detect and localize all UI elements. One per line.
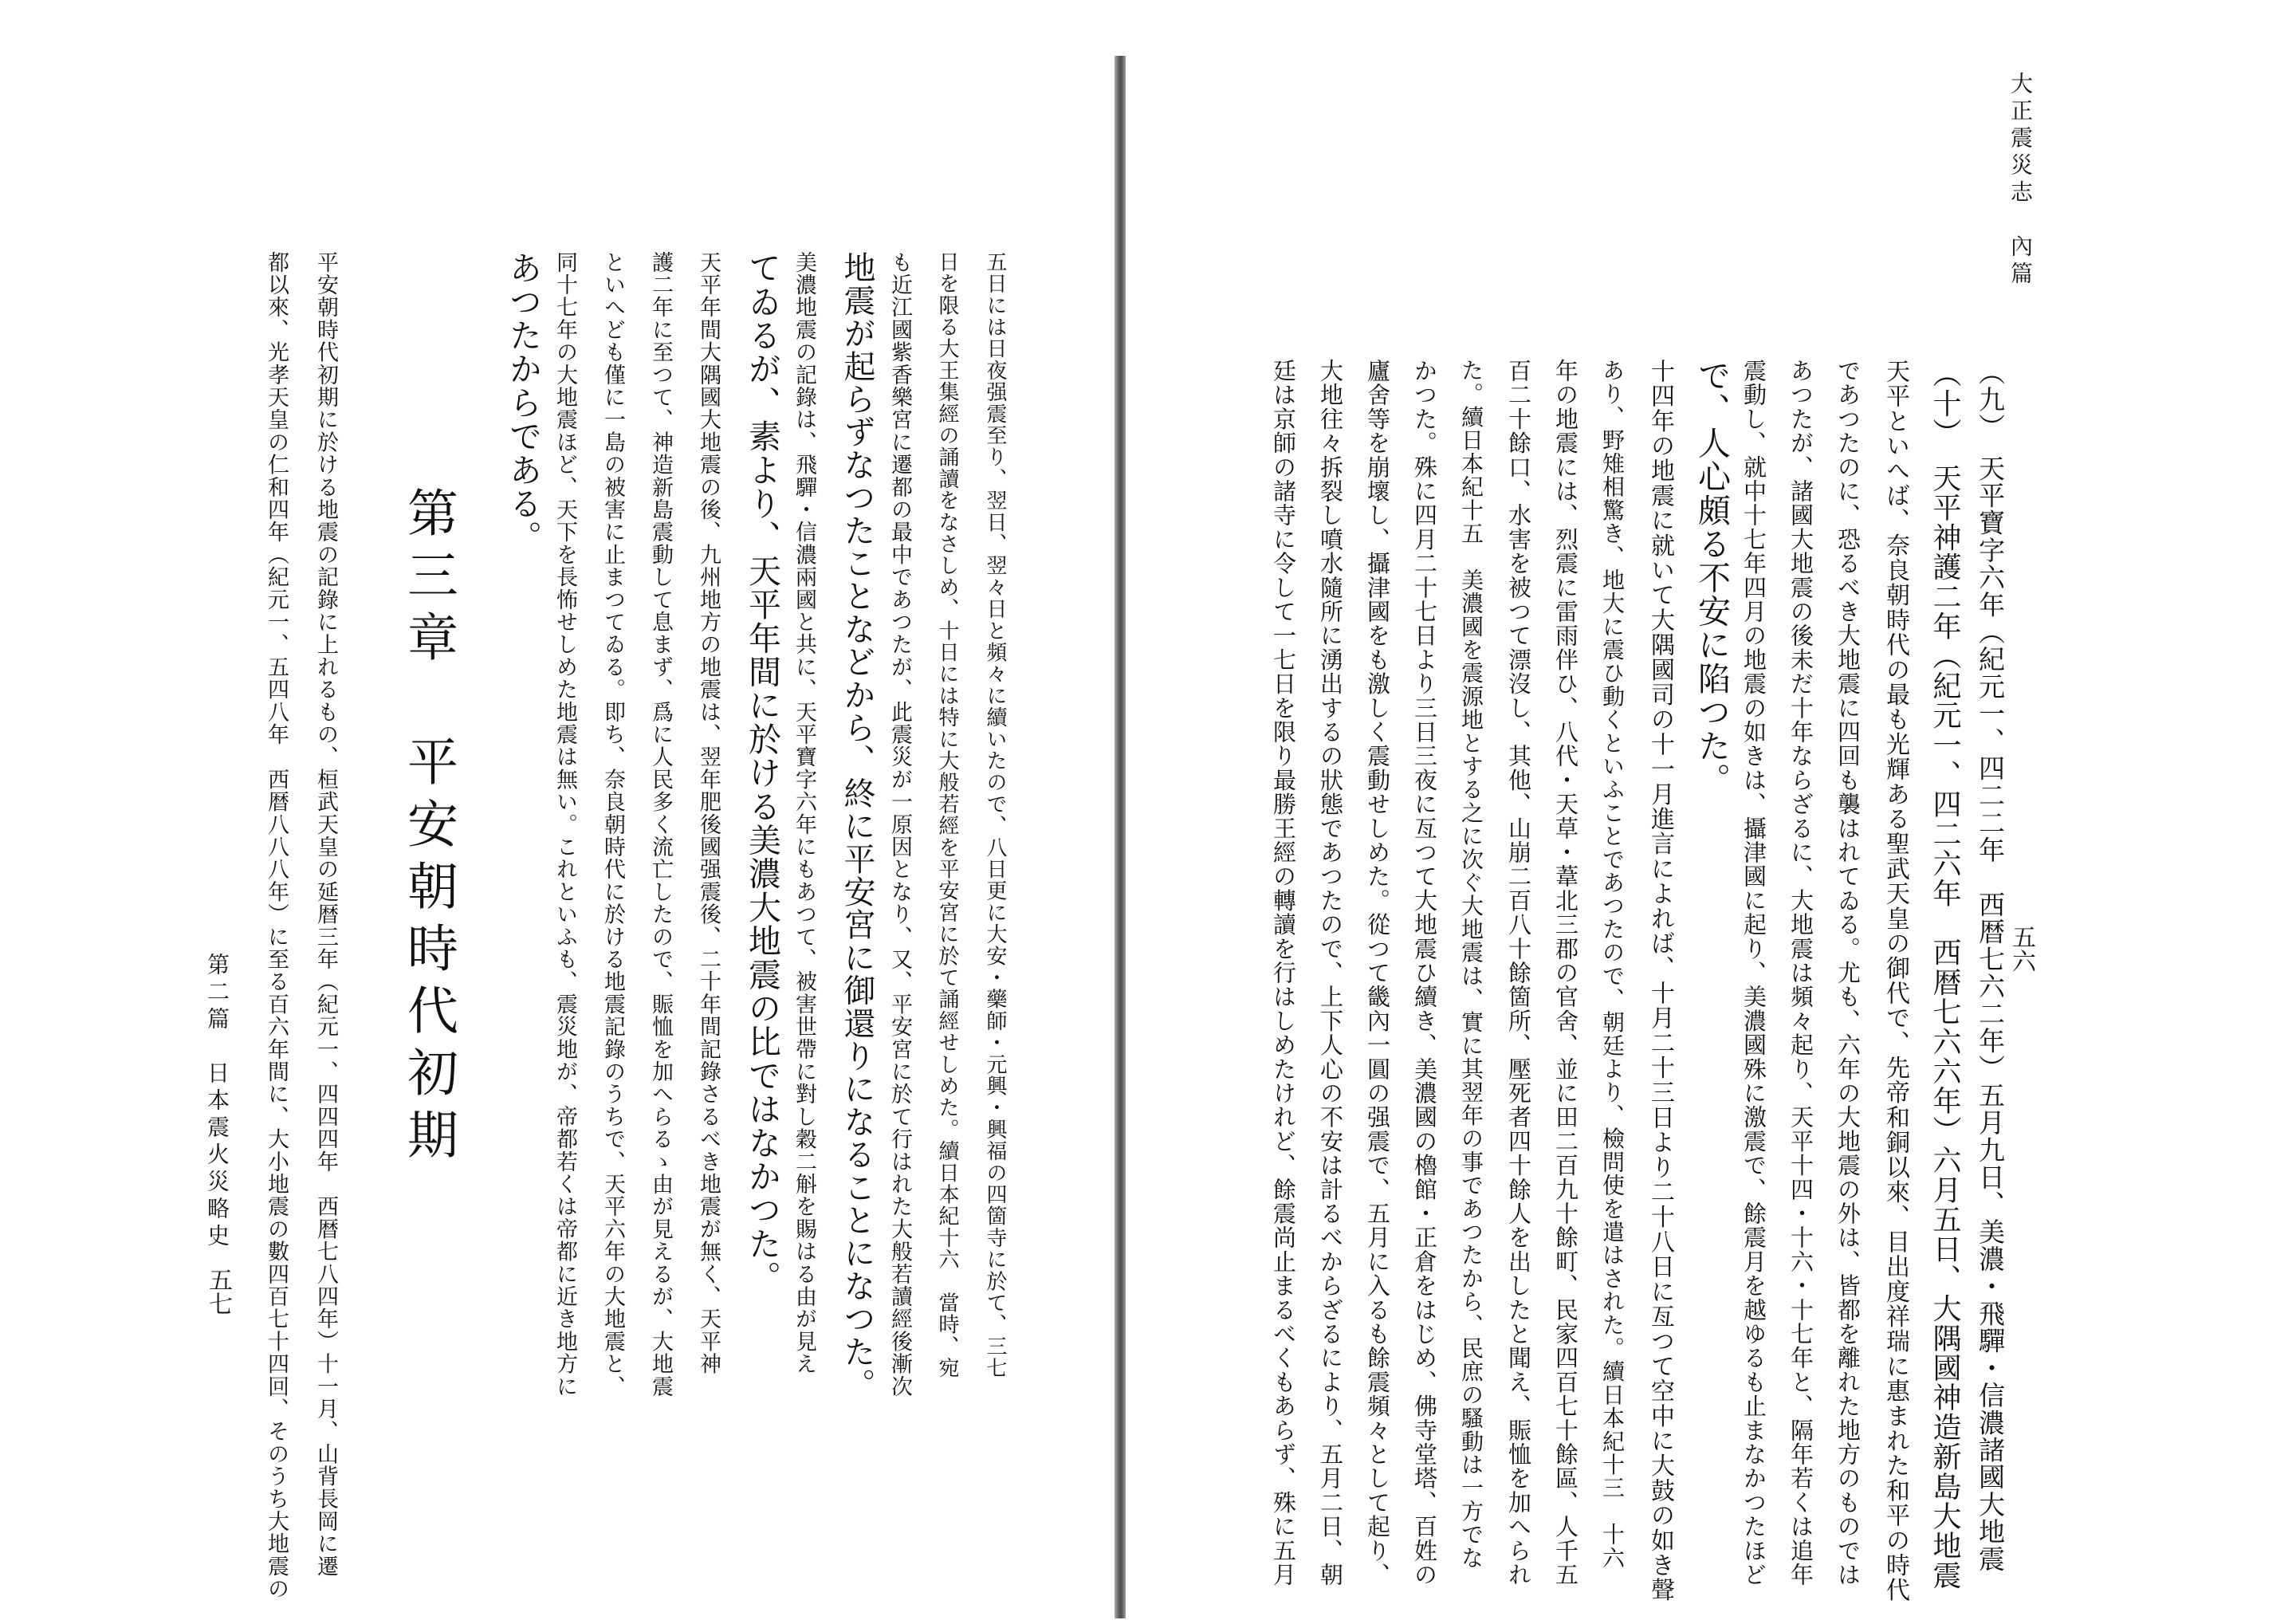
right-body-column: 廬舍等を崩壞し、攝津國をも激しく震動せしめた。從つて畿內一圓の强震で、五月に入るも餘震頻々として起り、: [1364, 359, 1391, 1587]
right-page-number: 五六: [2007, 925, 2035, 973]
right-body-column: 大地往々拆裂し噴水隨所に湧出するの狀態であつたので、上下人心の不安は計るべからざるにより、五月二日、朝: [1317, 359, 1344, 1587]
left-upper-column: 地震が起らずなつたことなどから、終に平安宮に御還りになることになつた。: [839, 251, 875, 1401]
right-body-column: あり、野雉相驚き、地大に震ひ動くといふことであつたので、朝廷より、檢問使を遣はされた。續日本紀十三 十六: [1599, 359, 1626, 1570]
left-lower-column: 平安朝時代初期に於ける地震の記錄に上れるもの、桓武天皇の延暦三年（紀元一、四四四年 西暦七八四年）十一月、山背長岡に遷: [313, 251, 338, 1578]
right-running-head: 大正震災志 內篇: [2007, 72, 2034, 289]
right-body-column: で、人心頗る不安に陷つた。: [1693, 359, 1731, 796]
left-upper-column: てゐるが、素より、天平年間に於ける美濃大地震の比ではなかつた。: [743, 251, 781, 1295]
left-page: [0, 0, 1120, 1624]
left-lower-column: 都以來、光孝天皇の仁和四年（紀元一、五四八年 西暦八八八年）に至る百六年間に、大小地震の數四百七十四回、そのうち大地震の: [264, 251, 289, 1600]
chapter-title: 第三章 平安朝時代初期: [399, 486, 458, 1170]
right-body-column: あつたが、諸國大地震の後未だ十年ならざるに、大地震は頻々起り、天平十四・十六・十七年と、隔年若くは追年: [1787, 359, 1814, 1587]
left-upper-column: 天平年間大隅國大地震の後、九州地方の地震は、翌年肥後國强震後、二十年間記錄さるべき地震が無く、天平神: [696, 251, 721, 1375]
left-upper-column: 五日には日夜强震至り、翌日、翌々日と頻々に續いたので、八日更に大安・藥師・元興・興福の四箇寺に於て、三七: [983, 251, 1007, 1379]
left-running-head: 第二篇 日本震火災略史: [204, 953, 230, 1251]
right-body-column: （十） 天平神護二年（紀元一、四二六年 西暦七六六年）六月五日、大隅國神造新島大地震: [1928, 359, 1961, 1591]
left-page-number: 五七: [204, 1268, 232, 1315]
left-upper-column: 美濃地震の記錄は、飛驒・信濃兩國と共に、天平寶字六年にもあつて、被害世帶に對し穀二斛を賜はる由が見え: [792, 251, 816, 1375]
left-upper-column: も近江國紫香樂宮に遷都の最中であつたが、此震災が一原因となり、又、平安宮に於て行はれた大般若讀經後漸次: [887, 251, 912, 1398]
left-upper-column: 護二年に至つて、神造新島震動して息まず、爲に人民多く流亡したので、賑恤を加へらるゝ由が見えるが、大地震: [648, 251, 673, 1398]
right-body-column: た。續日本紀十五 美濃國を震源地とする之に次ぐ大地震は、實に其翌年の事であつたから、民庶の騷動は一方でな: [1458, 359, 1484, 1570]
right-body-column: 廷は京師の諸寺に令して一七日を限り最勝王經の轉讀を行はしめたけれど、餘震尚止まるべくもあらず、殊に五月: [1270, 359, 1297, 1587]
right-body-column: 震動し、就中十七年四月の地震の如きは、攝津國に起り、美濃國殊に激震で、餘震月を越ゆるも止まなかつたほど: [1740, 359, 1767, 1587]
right-body-column: 百二十餘口、水害を被つて漂沒し、其他、山崩二百八十餘箇所、壓死者四十餘人を出したと聞え、賑恤を加へられ: [1505, 359, 1532, 1587]
left-upper-column: といへども僅に一島の被害に止まつてゐる。即ち、奈良朝時代に於ける地震記錄のうちで、天平六年の大地震と、: [600, 251, 625, 1398]
right-body-column: （九） 天平寶字六年（紀元一、四二二年 西暦七六二年）五月九日、美濃・飛驒・信濃諸國大地震: [1975, 359, 2006, 1573]
right-body-column: であつたのに、恐るべき大地震に四回も襲はれてゐる。尤も、六年の大地震の外は、皆都を離れた地方のものでは: [1834, 359, 1862, 1587]
right-page: [1120, 0, 2296, 1624]
right-body-column: 天平といへば、奈良朝時代の最も光輝ある聖武天皇の御代で、先帝和銅以來、目出度祥瑞に惠まれた和平の時代: [1881, 359, 1909, 1602]
left-upper-column: あつたからである。: [504, 251, 542, 554]
right-body-column: かつた。殊に四月二十七日より三日三夜に亙つて大地震ひ續き、美濃國の櫓館・正倉をはじめ、佛寺堂塔、百姓の: [1411, 359, 1438, 1587]
right-body-column: 年の地震には、烈震に雷雨伴ひ、八代・天草・葦北三郡の官舍、並に田二百九十餘町、民家四百七十餘區、人千五: [1552, 359, 1579, 1587]
right-body-column: 十四年の地震に就いて大隅國司の十一月進言によれば、十月二十三日より二十八日に亙つて空中に大鼓の如き聲: [1646, 359, 1674, 1602]
left-upper-column: 同十七年の大地震ほど、天下を長怖せしめた地震は無い。これといふも、震災地が、帝都若くは帝都に近き地方に: [552, 251, 577, 1398]
left-upper-column: 日を限る大王集經の誦讀をなさしめ、十日には特に大般若經を平安宮に於て誦經せしめた。續日本紀十六 當時、宛: [935, 251, 959, 1379]
